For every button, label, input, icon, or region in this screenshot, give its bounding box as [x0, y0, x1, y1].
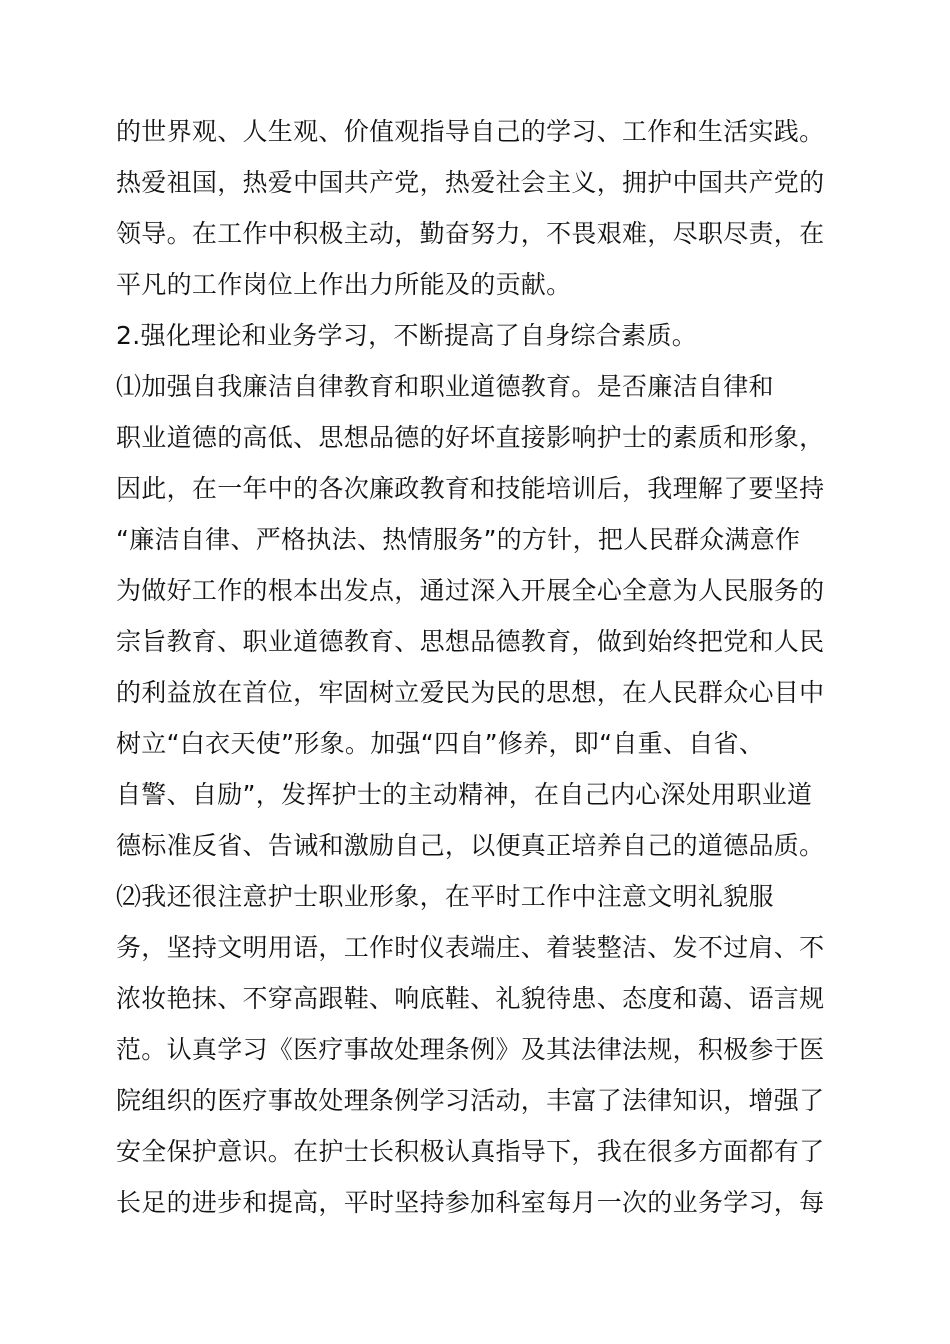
text-line: 自警、自励”，发挥护士的主动精神，在自己内心深处用职业道 [116, 780, 813, 809]
text-line: 因此，在一年中的各次廉政教育和技能培训后，我理解了要坚持 [116, 474, 825, 503]
text-line: 浓妆艳抹、不穿高跟鞋、响底鞋、礼貌待患、态度和蔼、语言规 [116, 984, 825, 1013]
text-line: 长足的进步和提高，平时坚持参加科室每月一次的业务学习，每 [116, 1188, 825, 1217]
text-line: ⑵我还很注意护士职业形象，在平时工作中注意文明礼貌服 [116, 882, 774, 911]
text-line: 安全保护意识。在护士长积极认真指导下，我在很多方面都有了 [116, 1137, 825, 1166]
body-text [116, 106, 836, 1228]
text-line: 务，坚持文明用语，工作时仪表端庄、着装整洁、发不过肩、不 [116, 933, 825, 962]
text-line: 范。认真学习《医疗事故处理条例》及其法律法规，积极参于医 [116, 1035, 825, 1064]
text-line: 热爱祖国，热爱中国共产党，热爱社会主义，拥护中国共产党的 [116, 168, 825, 197]
text-line: 的利益放在首位，牢固树立爱民为民的思想，在人民群众心目中 [116, 678, 825, 707]
text-line: “廉洁自律、严格执法、热情服务”的方针，把人民群众满意作 [116, 525, 801, 554]
text-line: ⑴加强自我廉洁自律教育和职业道德教育。是否廉洁自律和 [116, 372, 774, 401]
text-line: 院组织的医疗事故处理条例学习活动，丰富了法律知识，增强了 [116, 1086, 825, 1115]
text-line: 宗旨教育、职业道德教育、思想品德教育，做到始终把党和人民 [116, 627, 825, 656]
text-line: 平凡的工作岗位上作出力所能及的贡献。 [116, 270, 572, 299]
section-heading: 2.强化理论和业务学习，不断提高了自身综合素质。 [116, 321, 698, 350]
text-line: 为做好工作的根本出发点，通过深入开展全心全意为人民服务的 [116, 576, 825, 605]
text-line: 德标准反省、告诫和激励自己，以便真正培养自己的道德品质。 [116, 831, 825, 860]
text-line: 职业道德的高低、思想品德的好坏直接影响护士的素质和形象， [116, 423, 825, 452]
text-line: 的世界观、人生观、价值观指导自己的学习、工作和生活实践。 [116, 117, 825, 146]
text-line: 树立“白衣天使”形象。加强“四自”修养，即“自重、自省、 [116, 729, 765, 758]
text-line: 领导。在工作中积极主动，勤奋努力，不畏艰难，尽职尽责，在 [116, 219, 825, 248]
